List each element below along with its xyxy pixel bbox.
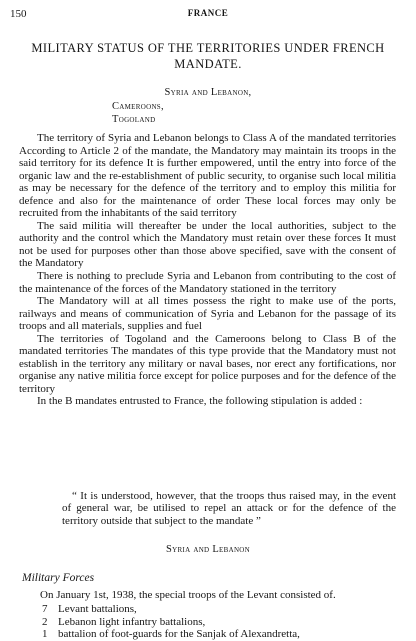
list-intro: On January 1st, 1938, the special troops of the Levant consisted of. [40, 589, 336, 601]
paragraph: The Mandatory will at all times possess the right to make use of the ports, railways and means of communication of Syria and Lebanon for the passage of its troops and all materials, supplies and fuel [19, 295, 396, 333]
paragraph: The territory of Syria and Lebanon belongs to Class A of the mandated territories According to Article 2 of the mandate, the Mandatory may maintain its troops in the said territory for its defence It is further empowered, until the entry into force of the organic law and the re-establishment of public security, to organise such local militia as may be necessary for the defence of the territory and to employ this militia for defence and also for the maintenance of order These local forces may only be recruited from the inhabitants of the said territory [19, 132, 396, 220]
paragraph: The said militia will thereafter be under the local authorities, subject to the authority and the control which the Mandatory must retain over these forces It must not be used for purposes other than those above specified, save with the consent of the Mandatory [19, 219, 396, 270]
list-item-number: 1 [42, 628, 48, 640]
list-item-text: Levant battalions, [58, 603, 137, 615]
body-text [19, 132, 396, 408]
territory-line: Togoland [112, 114, 156, 125]
territories-block [0, 86, 416, 127]
running-head: FRANCE [187, 8, 229, 18]
territory-line: Syria and Lebanon, [164, 87, 252, 98]
page-number: 150 [10, 8, 27, 20]
list-item [42, 616, 402, 629]
list-item-text: Lebanon light infantry battalions, [58, 615, 206, 628]
list-item [42, 603, 402, 616]
list-item-number: 7 [42, 603, 48, 615]
subheading: Military Forces [22, 572, 95, 584]
forces-list [42, 603, 402, 641]
quote-text: “ It is understood, however, that the troops thus raised may, in the event of general war, be utilised to repel an attack or for the defence of the territory outside that subject to the mandate ” [62, 490, 396, 527]
list-item [42, 628, 402, 641]
list-item-number: 2 [42, 615, 48, 628]
section-heading: Syria and Lebanon [165, 544, 251, 555]
territory-line: Cameroons, [112, 100, 164, 112]
paragraph: In the B mandates entrusted to France, the following stipulation is added : [37, 395, 363, 408]
list-item-text: battalion of foot-guards for the Sanjak of Alexandretta, [58, 628, 300, 640]
paragraph: There is nothing to preclude Syria and Lebanon from contributing to the cost of the maintenance of the forces of the Mandatory stationed in the territory [19, 270, 396, 295]
block-quote [62, 490, 396, 527]
document-title: MILITARY STATUS OF THE TERRITORIES UNDER FRENCH MANDATE. [31, 41, 385, 71]
paragraph: The territories of Togoland and the Cameroons belong to Class B of the mandated territories The mandates of this type provide that the Mandatory must not establish in the territory any military or naval bases, nor erect any fortifications, nor organise any native militia force except for police purposes and for the defence of the territory [19, 332, 396, 395]
